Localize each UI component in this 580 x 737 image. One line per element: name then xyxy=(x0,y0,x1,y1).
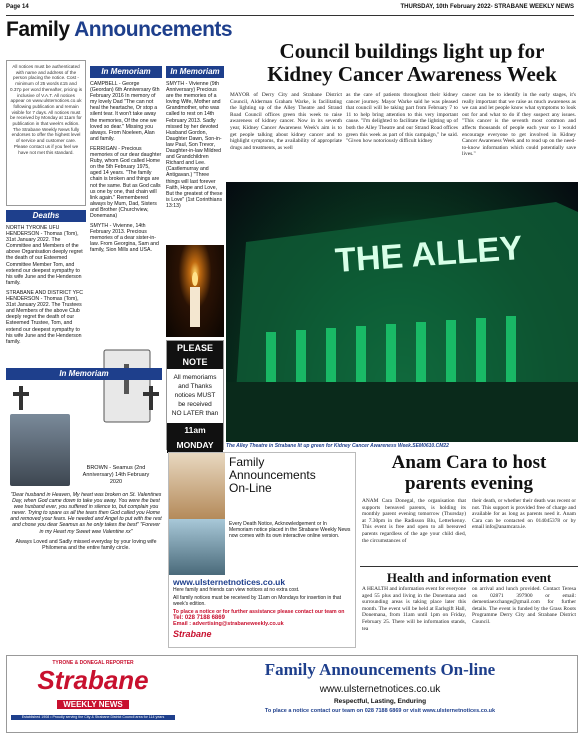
ad-url[interactable]: www.ulsternetnotices.co.uk xyxy=(173,577,286,587)
building-sign: THE ALLEY xyxy=(333,228,524,280)
notice-text: All notices must be authenticated with name and address of the person placing the notice. Cost - minimum of 25 words £15 and 0.37p per word thereafter, pricing is inclusive of V.A.T. All notices appear on www.ulsternotices.co.uk following publication and remain visible for 7 days. All notices must be received by Monday at 11am for publication in that week's edition. The Strabane Weekly News fully endorses to offer the highest level of service and customer care. Please contact us if you feel we have not met this standard. xyxy=(10,64,83,155)
footer-reporter: TYRONE & DONEGAL REPORTER xyxy=(52,660,134,666)
ad-title-2: Announcements xyxy=(229,468,316,482)
page-number: Page 14 xyxy=(6,4,29,10)
memoriam-entry: SMYTH - Vivienne (9th Anniversary) Precious are the memories of a loving Wife, Mother and Grandmother, who was called to rest on 14th February 2013. Sadly missed by her devoted Husband Gordon, Daughter Dawn, Son-in-law Paul, Son Trevor, Daughter-in-law Mildred and Grandchildren Richard and Lee. (Castlemurray and Antigavan.) "Three things will last forever Faith, Hope and Love, But the greatest of these is Love" (1st Corinthians 13:13) xyxy=(166,81,223,209)
memoriam-brown-box xyxy=(10,384,162,634)
footer-logo: Strabane xyxy=(37,665,149,695)
death-entry: NORTH TYRONE UFU HENDERSON - Thomas (Tom), 31st January 2022. The Committee and Members of the above Organisation deeply regret the death of our Esteemed Committee Member Tom, and extend our deepest sympathy to his wife June and the Henderson family. xyxy=(6,225,83,286)
please-note-line: notices MUST xyxy=(174,392,216,399)
section-title-family: Family xyxy=(6,18,70,41)
ad-body: Every Death Notice, Acknowledgement or In Memoriam notice placed in the Strabane Weekly News now comes with its own interactive online version. xyxy=(229,521,351,539)
memoriam-signoff: Always Loved and Sadly missed everyday by your loving wife Philomena and the entire family circle. xyxy=(15,538,157,551)
please-note-title: PLEASE NOTE xyxy=(167,341,223,369)
ad-tel: Tel: 028 7188 6869 xyxy=(173,615,225,621)
footer-logo-sub: WEEKLY NEWS xyxy=(57,700,129,709)
notice-box xyxy=(6,60,86,206)
please-note-line: All memoriams xyxy=(173,374,217,381)
health-headline: Health and information event xyxy=(360,566,578,586)
health-col-1: A HEALTH and information event for everyone aged 55 plus and living in the Donemana and surrounding areas is taking place later this month. The event will be held at Earlsgift Hall, Donemana, from 11am until 1pm on Friday, February 25. There will be information stands, tea xyxy=(362,586,466,632)
ad-photo-flowers xyxy=(169,453,225,519)
please-note-line: NO LATER than xyxy=(171,410,219,417)
alley-theatre-photo xyxy=(226,182,578,442)
article-headline xyxy=(246,40,578,86)
memoriam-brown-name: BROWN - Seamus (2nd Anniversary) 14th February 2020 xyxy=(82,465,150,485)
section-title-announcements: Announcements xyxy=(74,18,233,41)
article-col-3: cancer can be to identify in the early stages, it's really important that we raise as much awareness as we can and let people know what symptoms to look out for and what to do if they suspect any issues. "This cancer is the seventh most common and affects thousands of people each year so I would encourage everyone to get involved in Kidney Cancer Awareness Week and to read up on the need-to-know information which could potentially save lives." xyxy=(462,92,576,158)
candle-icon xyxy=(166,245,224,337)
deaths-column xyxy=(6,225,86,365)
memoriam-entry: SMYTH - Vivienne, 14th February 2013. Precious memories of a dear sister-in-law. From Georgina, Sam and family, Sion Mills and USA. xyxy=(90,223,159,254)
ad-sub: Here family and friends can view notices at no extra cost. xyxy=(173,587,300,593)
anam-cara-col-1: ANAM Cara Donegal, the organisation that supports bereaved parents, is holding its monthly parent evening tomorrow (Thursday) at 7.30pm in the Radisson Blu, Letterkenny. This event is free and open to all bereaved parents regardless of the age your child died, the circumstances of xyxy=(362,498,466,544)
ad-contact: To place a notice or for further assistance please contact our team on xyxy=(173,609,345,615)
footer-contact: To place a notice contact our team on 028 7188 6869 or visit www.ulsternetnotices.co.uk xyxy=(264,708,496,714)
anam-cara-headline-2: parents evening xyxy=(405,473,533,494)
article-headline-line-1: Council buildings light up for xyxy=(279,39,545,63)
ad-title-1: Family xyxy=(229,455,265,469)
health-col-2: on arrival and lunch provided. Contact Teresa on 02871 397900 or email: dementiaexchange@gmail.com for further details. The event is funded by the Grass Roots Programme Derry City and Strabane District Council. xyxy=(472,586,576,625)
photo-caption: The Alley Theatre in Strabane lit up green for Kidney Cancer Awareness Week.SEM0610.CM22 xyxy=(226,443,449,449)
footer-banner xyxy=(6,655,578,733)
footer-logo-tiny: Established 1908 • Proudly serving the City & Strabane District Council area for 114 years xyxy=(11,715,175,720)
death-entry: STRABANE AND DISTRICT YFC HENDERSON - Thomas (Tom), 31st January 2022. The Trustees and Members of the above Club deeply regret the death of our Esteemed Trustee, Tom, and extend our deepest sympathy to his wife June and the Henderson family. xyxy=(6,289,84,345)
in-memoriam-heading-2: In Memoriam xyxy=(166,66,224,78)
please-note-deadline: 11am MONDAY xyxy=(167,423,223,453)
please-note-line: and Thanks xyxy=(178,383,212,390)
deaths-heading: Deaths xyxy=(6,210,86,222)
ad-photo-hands xyxy=(169,519,225,575)
article-col-1: MAYOR of Derry City and Strabane District Council, Alderman Graham Warke, is facilitating the lighting up of the Alley Theatre and Strand Road Council offices green this week to raise awareness of kidney cancer. Now in its seventh year, Kidney Cancer Awareness Week's aim is to get people talking about kidney cancer and to highlight symptoms, the availability of appropriate drugs and treatments, as well xyxy=(230,92,342,151)
article-col-2: as the care of patients throughout their kidney cancer journey. Mayor Warke said he was pleased that council will be taking part from February 7 to 11 to help bring attention to this very important cause. "I'm delighted to facilitate the lighting up of both the Alley Theatre and our Strand Road offices green this week as part of this campaign," he said. "Given how notoriously difficult kidney xyxy=(346,92,458,145)
cross-icon xyxy=(140,384,162,412)
ad-deadline: All family notices must be received by 11am on Mondays for insertion in that week's edition. xyxy=(173,595,342,607)
in-memoriam-heading-3: In Memoriam xyxy=(6,368,162,380)
footer-title: Family Announcements On-line xyxy=(264,660,496,679)
building-illustration xyxy=(226,182,578,442)
cross-icon xyxy=(10,384,32,412)
memoriam-entry: FERRIGAN - Precious memories of our dear daughter Ruby, whom God called Home on the 5th February 1975, aged 14 years. "The family chain is broken and things are not the same. But as God calls us one by one, that chain will link again." Remembered always by Mum, Dad, Sisters and Brother (Churchview, Donemana) xyxy=(90,145,162,219)
dateline: THURSDAY, 10th February 2022- STRABANE WEEKLY NEWS xyxy=(400,4,574,10)
anam-cara-headline-1: Anam Cara to host xyxy=(391,452,547,473)
online-notices-ad xyxy=(168,452,356,648)
section-title xyxy=(6,18,232,42)
ad-title-3: On-Line xyxy=(229,481,272,495)
page-header-bar xyxy=(6,4,574,16)
anam-cara-headline xyxy=(360,452,578,494)
memoriam-entry: CAMPBELL - George (Geordan) 6th Anniversary 6th February 2016 In memory of my lovely Dad "The can not heal the heartache, Or stop a silent tear. It won't take away the memories, Of the one we loved so dear." Missing you always. From Noeleen, Alan and family. xyxy=(90,81,160,142)
candle-image xyxy=(166,245,224,337)
portrait-photo xyxy=(10,414,70,486)
anam-cara-col-2: their death, or whether their death was recent or not. This support is provided free of charge and available for as long as parents need it. Anam Cara can be contacted on 014045378 or by email info@anamcara.ie. xyxy=(472,498,576,531)
memoriam-column-1 xyxy=(90,81,162,333)
please-note-box xyxy=(166,340,224,450)
please-note-line: be received xyxy=(178,401,212,408)
ad-logo: Strabane xyxy=(173,629,212,639)
memoriam-poem: "Dear husband in Heaven, My heart was broken on St. Valentines Day, when God came down to take you away. You were the best wee husband ever, you suffered in silence to, but complain you never. Trying to spare us all the tears then God called you Home and removed your fears. He needed and Angel to put with the rest and chose you dear Seamus as he only takes the best" "Forever in my Heart my Sweet wee Valentine xx" xyxy=(10,492,162,535)
footer-url[interactable]: www.ulsternetnotices.co.uk xyxy=(319,684,441,695)
ad-email[interactable]: Email : advertising@strabaneweekly.co.uk xyxy=(173,621,284,627)
footer-tagline: Respectful, Lasting, Enduring xyxy=(333,698,427,705)
in-memoriam-heading: In Memoriam xyxy=(90,66,162,78)
memoriam-column-2 xyxy=(166,81,224,241)
article-headline-line-2: Kidney Cancer Awareness Week xyxy=(267,62,557,86)
